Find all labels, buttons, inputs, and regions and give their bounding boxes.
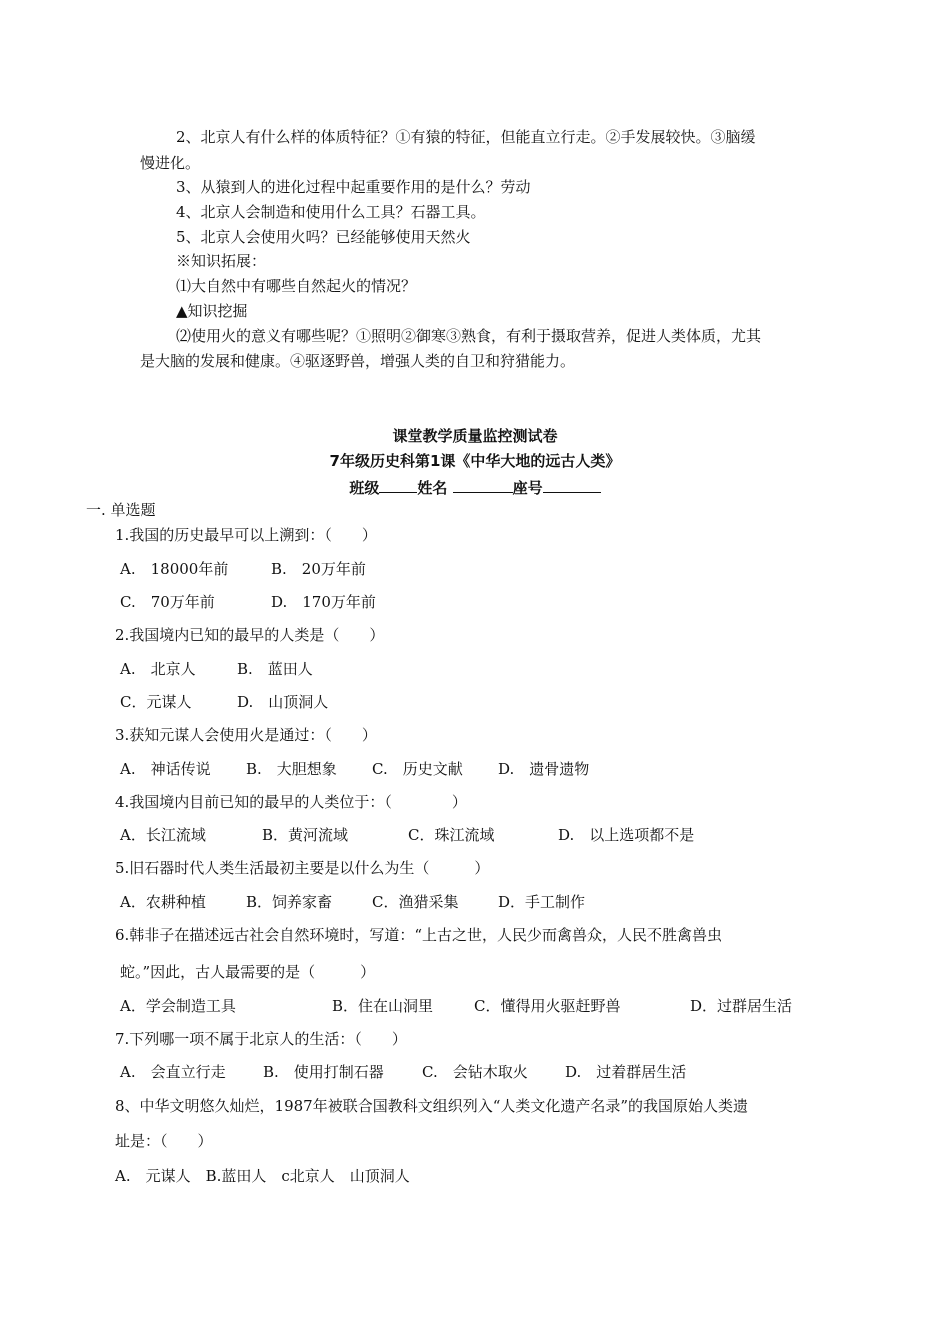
question-4-option-c[interactable]: C．珠江流域	[408, 826, 495, 844]
question-3-option-d[interactable]: D. 遗骨遗物	[498, 760, 590, 778]
question-7-option-a[interactable]: A. 会直立行走	[120, 1063, 226, 1081]
question-1-option-d[interactable]: D. 170万年前	[271, 593, 376, 611]
question-6-option-c[interactable]: C．懂得用火驱赶野兽	[474, 997, 621, 1015]
knowledge-mining: ▲知识挖掘	[176, 302, 248, 320]
class-label: 班级	[349, 479, 380, 497]
question-5-option-d[interactable]: D．手工制作	[498, 893, 586, 911]
question-4-option-b[interactable]: B．黄河流域	[262, 826, 349, 844]
student-info-row	[0, 476, 950, 498]
question-1: 1.我国的历史最早可以上溯到：（ ）	[115, 526, 377, 544]
question-7-option-c[interactable]: C. 会钻木取火	[422, 1063, 528, 1081]
note-question-2-cont: 是大脑的发展和健康。④驱逐野兽，增强人类的自卫和狩猎能力。	[140, 352, 576, 370]
question-2: 2.我国境内已知的最早的人类是（ ）	[115, 626, 385, 644]
name-field[interactable]	[453, 476, 513, 493]
note-line-2: 2、北京人有什么样的体质特征？①有猿的特征，但能直立行走。②手发展较快。③脑缓	[176, 128, 756, 146]
question-5-option-a[interactable]: A．农耕种植	[120, 893, 206, 911]
question-2-option-b[interactable]: B. 蓝田人	[237, 660, 313, 678]
question-8-options[interactable]: A. 元谋人 B.蓝田人 c北京人 山顶洞人	[115, 1167, 410, 1185]
seat-field[interactable]	[543, 476, 601, 493]
question-6: 6.韩非子在描述远古社会自然环境时，写道：“上古之世，人民少而禽兽众，人民不胜禽兽虫	[115, 926, 722, 944]
question-7-option-b[interactable]: B. 使用打制石器	[263, 1063, 384, 1081]
name-label: 姓名	[417, 479, 448, 497]
question-6-option-a[interactable]: A．学会制造工具	[120, 997, 236, 1015]
question-4-option-d[interactable]: D. 以上选项都不是	[558, 826, 695, 844]
question-2-option-a[interactable]: A. 北京人	[120, 660, 196, 678]
question-7: 7.下列哪一项不属于北京人的生活：（ ）	[115, 1030, 407, 1048]
question-1-option-a[interactable]: A. 18000年前	[120, 560, 229, 578]
question-2-option-c[interactable]: C．元谋人	[120, 693, 192, 711]
question-3-option-a[interactable]: A. 神话传说	[120, 760, 211, 778]
note-question-1: ⑴大自然中有哪些自然起火的情况？	[176, 277, 417, 295]
knowledge-extension: ※知识拓展：	[176, 252, 267, 270]
question-1-option-b[interactable]: B. 20万年前	[271, 560, 366, 578]
class-field[interactable]	[379, 476, 417, 493]
question-3-option-c[interactable]: C. 历史文献	[372, 760, 463, 778]
question-5-option-c[interactable]: C．渔猎采集	[372, 893, 459, 911]
question-3-option-b[interactable]: B. 大胆想象	[246, 760, 337, 778]
test-subtitle: 7年级历史科第1课《中华大地的远古人类》	[329, 452, 621, 470]
note-line-4: 4、北京人会制造和使用什么工具？石器工具。	[176, 203, 486, 221]
question-8: 8、中华文明悠久灿烂，1987年被联合国教科文组织列入“人类文化遗产名录”的我国原始人类遗	[115, 1097, 749, 1115]
note-question-2: ⑵使用火的意义有哪些呢？①照明②御寒③熟食，有利于摄取营养，促进人类体质，尤其	[176, 327, 762, 345]
question-7-option-d[interactable]: D. 过着群居生活	[565, 1063, 687, 1081]
question-8-cont: 址是：（ ）	[115, 1132, 213, 1150]
question-4-option-a[interactable]: A．长江流域	[120, 826, 206, 844]
question-2-option-d[interactable]: D. 山顶洞人	[237, 693, 329, 711]
question-6-cont: 蛇。”因此，古人最需要的是（ ）	[120, 963, 376, 981]
seat-label: 座号	[512, 479, 543, 497]
note-line-5: 5、北京人会使用火吗？已经能够使用天然火	[176, 228, 471, 246]
question-6-option-b[interactable]: B．住在山洞里	[332, 997, 434, 1015]
test-title: 课堂教学质量监控测试卷	[392, 427, 558, 445]
question-3: 3.获知元谋人会使用火是通过：（ ）	[115, 726, 377, 744]
question-4: 4.我国境内目前已知的最早的人类位于：（ ）	[115, 793, 467, 811]
question-6-option-d[interactable]: D．过群居生活	[690, 997, 793, 1015]
question-1-option-c[interactable]: C. 70万年前	[120, 593, 215, 611]
note-line-2-cont: 慢进化。	[140, 154, 201, 172]
note-line-3: 3、从猿到人的进化过程中起重要作用的是什么？劳动	[176, 178, 531, 196]
section-heading: 一. 单选题	[86, 501, 156, 519]
question-5: 5.旧石器时代人类生活最初主要是以什么为生（ ）	[115, 859, 490, 877]
question-5-option-b[interactable]: B．饲养家畜	[246, 893, 333, 911]
